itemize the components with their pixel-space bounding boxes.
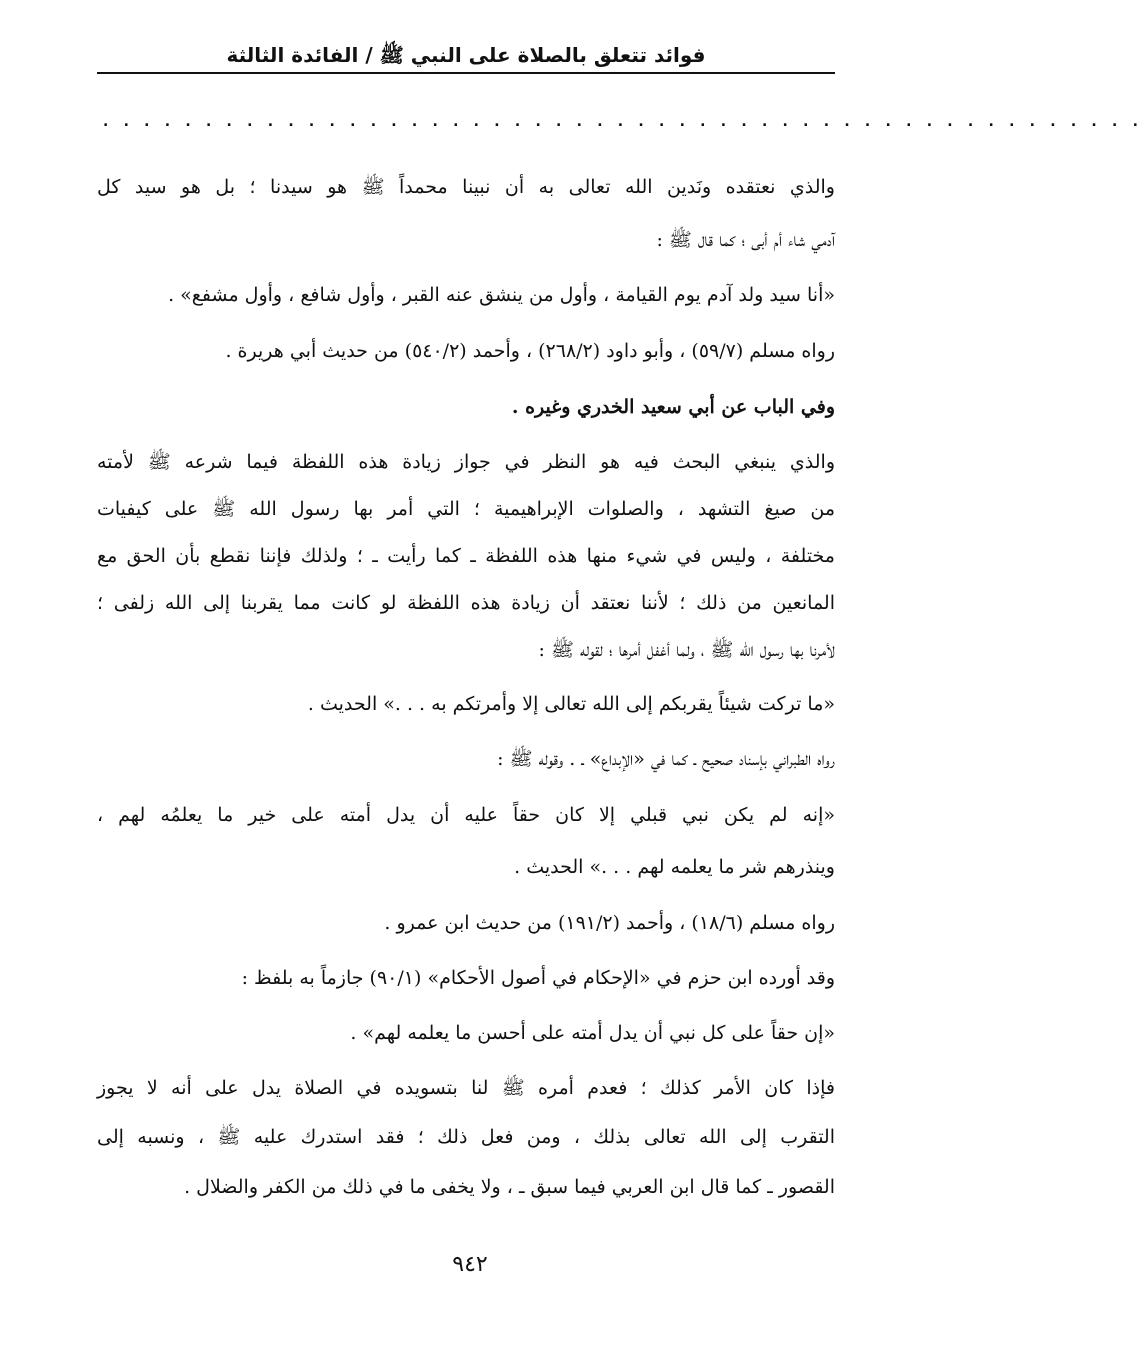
quote-line: «إنه لم يكن نبي قبلي إلا كان حقاً عليه أن يدل أمته على خير ما يعلمُه لهم ،	[97, 804, 835, 826]
body-line: فإذا كان الأمر كذلك ؛ فعدم أمره ﷺ لنا بتسويده في الصلاة يدل على أنه لا يجوز	[97, 1077, 835, 1099]
body-line: والذي ينبغي البحث فيه هو النظر في جواز زيادة هذه اللفظة فيما شرعه ﷺ لأمته	[97, 451, 835, 473]
quote-line: «إن حقاً على كل نبي أن يدل أمته على أحسن ما يعلمه لهم» .	[350, 1022, 835, 1044]
body-line: المانعين من ذلك ؛ لأننا نعتقد أن زيادة هذه اللفظة لو كانت مما يقربنا إلى الله زلفى ؛	[97, 592, 835, 614]
quote-line: وينذرهم شر ما يعلمه لهم . . .» الحديث .	[514, 856, 835, 878]
body-line: وفي الباب عن أبي سعيد الخدري وغيره .	[511, 396, 835, 418]
dotted-separator: . . . . . . . . . . . . . . . . . . . . . . . . . . . . . . . . . . . . . . . . . . . . . . . . . . .	[103, 114, 1143, 130]
header-rule	[97, 72, 835, 74]
body-line: القصور ـ كما قال ابن العربي فيما سبق ـ ، ولا يخفى ما في ذلك من الكفر والضلال .	[184, 1176, 835, 1198]
page-number: ٩٤٢	[452, 1252, 488, 1277]
quote-line: «ما تركت شيئاً يقربكم إلى الله تعالى إلا وأمرتكم به . . .» الحديث .	[307, 693, 835, 715]
citation-line: رواه الطبراني بإسناد صحيح ـ كما في «الإبداع» ـ . وقوله ﷺ :	[497, 748, 835, 770]
body-line: آدمي شاء أم أبى ؛ كما قال ﷺ :	[656, 229, 835, 251]
running-header: فوائد تتعلق بالصلاة على النبي ﷺ / الفائدة الثالثة	[226, 43, 706, 67]
body-line: والذي نعتقده ونَدين الله تعالى به أن نبينا محمداً ﷺ هو سيدنا ؛ بل هو سيد كل	[97, 176, 835, 198]
body-line: من صيغ التشهد ، والصلوات الإبراهيمية ؛ التي أمر بها رسول الله ﷺ على كيفيات	[97, 498, 835, 520]
body-line: مختلفة ، وليس في شيء منها هذه اللفظة ـ كما رأيت ـ ؛ ولذلك فإننا نقطع بأن الحق مع	[97, 545, 835, 567]
quote-line: «أنا سيد ولد آدم يوم القيامة ، وأول من ينشق عنه القبر ، وأول شافع ، وأول مشفع» .	[168, 284, 835, 306]
body-line: لأمرنا بها رسول الله ﷺ ، ولما أغفل أمرها ؛ لقوله ﷺ :	[538, 639, 835, 661]
body-line: التقرب إلى الله تعالى بذلك ، ومن فعل ذلك ؛ فقد استدرك عليه ﷺ ، ونسبه إلى	[97, 1126, 835, 1148]
citation-line: رواه مسلم (١٨/٦) ، وأحمد (١٩١/٢) من حديث ابن عمرو .	[384, 912, 835, 934]
body-line: وقد أورده ابن حزم في «الإحكام في أصول الأحكام» (٩٠/١) جازماً به بلفظ :	[241, 967, 835, 989]
citation-line: رواه مسلم (٥٩/٧) ، وأبو داود (٢٦٨/٢) ، وأحمد (٥٤٠/٢) من حديث أبي هريرة .	[225, 340, 835, 362]
